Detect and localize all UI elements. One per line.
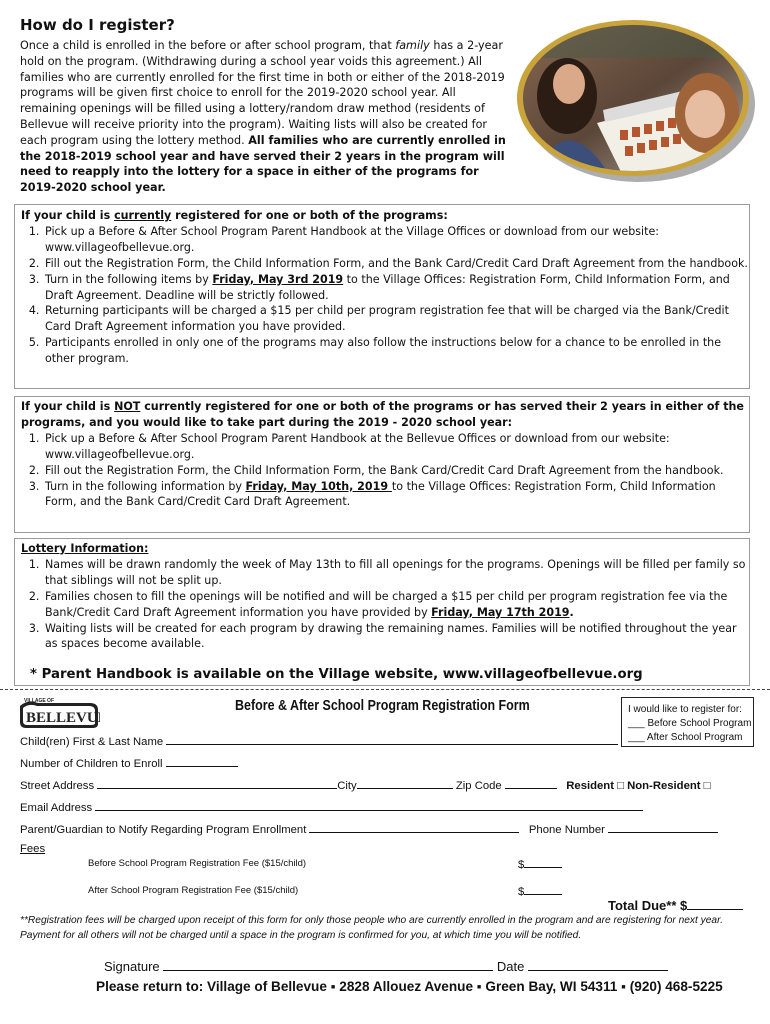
phone-label: Phone Number [528, 824, 605, 836]
section3-heading [21, 541, 749, 557]
signature-label: Signature [104, 959, 160, 974]
register-for-box [621, 697, 754, 747]
section3-heading-text: Lottery Information: [21, 542, 149, 555]
date-label: Date [496, 959, 525, 974]
child-name-field[interactable] [166, 733, 618, 745]
section1-item-1: 1. Pick up a Before & After School Program Parent Handbook at the Village Offices or download from our website: www.villageofbellevue.org. [43, 224, 749, 256]
section3-item-1: 1. Names will be drawn randomly the week of May 13th to fill all openings for the programs. Openings will be filled per family so that siblings will not be split up. [43, 557, 749, 589]
total-due-row [608, 897, 743, 913]
logo-small-text: VILLAGE OF [24, 698, 54, 704]
before-fee-amount [518, 856, 562, 871]
total-due-label: Total Due** $ [608, 898, 688, 913]
resident-checkbox[interactable]: □ [617, 780, 624, 792]
section1-heading-a: If your child is [21, 209, 115, 222]
return-address: Please return to: Village of Bellevue ▪ 2828 Allouez Avenue ▪ Green Bay, WI 54311 ▪ (920) 468-5225 [96, 979, 723, 994]
intro-family-word: family [395, 39, 430, 52]
section1-item-3b: to the Village Offices: Registration Form, Child Information Form, and Draft Agreement. Deadline will be strictly followed. [45, 272, 730, 302]
num-children-row [20, 755, 238, 770]
section1-item-2: 2. Fill out the Registration Form, the Child Information Form, and the Bank Card/Credit Card Draft Agreement from the handbook. [43, 256, 749, 272]
before-fee-dollar: $ [518, 859, 525, 871]
signature-row [104, 958, 668, 974]
section2-item-3b: to the Village Offices: Registration Form, Child Information Form, and the Bank Card/Credit Card Draft Agreement. [45, 479, 716, 509]
section1-item-3 [43, 272, 749, 304]
address-row [20, 777, 711, 792]
section1-heading [21, 208, 749, 224]
fees-note-line1: **Registration fees will be charged upon receipt of this form for only those people who are currently enrolled in the program and are registering for next year. [20, 915, 723, 926]
after-fee-field[interactable] [524, 883, 562, 895]
section1-list [21, 224, 749, 367]
section3-item-2 [43, 589, 749, 621]
child-name-row [20, 733, 618, 748]
children-photo [515, 18, 757, 183]
section2-item-3 [43, 479, 749, 511]
email-row [20, 799, 643, 814]
date-field[interactable] [528, 958, 668, 971]
before-fee-label: Before School Program Registration Fee ($15/child) [88, 858, 307, 869]
logo-big-text: BELLEVUE [26, 710, 100, 726]
bellevue-logo [18, 696, 100, 730]
section2-item-2: 2. Fill out the Registration Form, the Child Information Form, the Bank Card/Credit Card Draft Agreement from the handbook. [43, 463, 749, 479]
child-name-label: Child(ren) First & Last Name [20, 736, 164, 748]
zip-label: Zip Code [455, 780, 502, 792]
parent-field[interactable] [309, 821, 519, 833]
section2-heading-underlined: NOT [114, 400, 141, 413]
street-label: Street Address [20, 780, 95, 792]
fees-note-line2: Payment for all others will not be charged until a space in the program is confirmed for you, at which time you will be notified. [20, 930, 582, 941]
section3-list [21, 557, 749, 652]
resident-label: Resident [566, 780, 614, 792]
after-fee-label: After School Program Registration Fee ($15/child) [88, 885, 299, 896]
handbook-note: * Parent Handbook is available on the Village website, www.villageofbellevue.org [30, 667, 643, 682]
signature-field[interactable] [163, 958, 493, 971]
register-for-label: I would like to register for: [628, 704, 742, 715]
page-title: How do I register? [20, 16, 175, 34]
fees-label: Fees [20, 843, 46, 855]
section1-item-3a: Turn in the following items by [45, 272, 213, 286]
section3-item-3: 3. Waiting lists will be created for each program by drawing the remaining names. Families will be notified throughout the year as spaces become available. [43, 621, 749, 653]
fees-note [20, 913, 755, 943]
num-children-label: Number of Children to Enroll [20, 758, 163, 770]
after-fee-amount [518, 883, 562, 898]
fees-row [20, 843, 45, 855]
section1-deadline: Friday, May 3rd 2019 [212, 272, 344, 286]
intro-bold-text: All families who are currently enrolled in the 2018-2019 school year and have served their 2 years in the program will need to reapply into the lottery for a space in either of the programs for 2019-2020 school year. [20, 133, 506, 195]
intro-paragraph [20, 38, 508, 196]
section2-heading [21, 399, 749, 431]
section2-deadline: Friday, May 10th, 2019 [245, 479, 392, 493]
intro-text-a: Once a child is enrolled in the before or after school program, that [20, 39, 396, 52]
parent-label: Parent/Guardian to Notify Regarding Program Enrollment [20, 824, 307, 836]
street-field[interactable] [97, 777, 337, 789]
section2-item-1: 1. Pick up a Before & After School Program Parent Handbook at the Bellevue Offices or download from our website: www.villageofbellevue.org. [43, 431, 749, 463]
section2-heading-a: If your child is [21, 400, 115, 413]
section1-item-5: 5. Participants enrolled in only one of the programs may also follow the instructions below for a chance to be enrolled in the other program. [43, 335, 749, 367]
email-field[interactable] [95, 799, 643, 811]
nonresident-label: Non-Resident [627, 780, 701, 792]
section2-list [21, 431, 749, 511]
lottery-section [14, 538, 750, 686]
section3-deadline: Friday, May 17th 2019 [431, 605, 570, 619]
section1-item-4: 4. Returning participants will be charged a $15 per child per program registration fee that will be charged via the Bank/Credit Card Draft Agreement information you have provided. [43, 303, 749, 335]
section2-heading-b: currently registered for one or both of the programs or has served their 2 years in either of the programs, and you would like to take part during the 2019 - 2020 school year: [21, 400, 744, 429]
city-field[interactable] [357, 777, 453, 789]
email-label: Email Address [20, 802, 93, 814]
not-registered-section [14, 396, 750, 533]
cut-line [0, 689, 770, 690]
form-title: Before & After School Program Registration Form [235, 698, 530, 714]
nonresident-checkbox[interactable]: □ [703, 780, 711, 792]
num-children-field[interactable] [166, 755, 238, 767]
after-school-option[interactable]: ___ After School Program [628, 732, 743, 743]
phone-field[interactable] [608, 821, 718, 833]
section1-heading-underlined: currently [114, 209, 172, 222]
section3-item-2b: . [569, 605, 574, 619]
after-fee-dollar: $ [518, 886, 525, 898]
parent-row [20, 821, 718, 836]
section2-item-3a: Turn in the following information by [45, 479, 246, 493]
before-school-option[interactable]: ___ Before School Program [628, 718, 752, 729]
currently-registered-section [14, 204, 750, 389]
intro-text-b: has a 2-year hold on the program. (Withdrawing during a school year voids this agreement.) All families who are currently enrolled for the first time in both or either of the 2018-2019 programs will be given first choice to enroll for the 2019-2020 school year. All remaining openings will be filled using a lottery/random draw method (residents of Bellevue will receive priority into the program). Waiting lists will also be created for each program using the lottery method. [20, 39, 505, 147]
zip-field[interactable] [505, 777, 557, 789]
section3-item-2a: Families chosen to fill the openings will be notified and will be charged a $15 per child per program registration fee via the Bank/Credit Card Draft Agreement information you have provided by [45, 589, 728, 619]
city-label: City [337, 780, 357, 792]
total-due-field[interactable] [687, 897, 743, 910]
before-fee-field[interactable] [524, 856, 562, 868]
section1-heading-b: registered for one or both of the programs: [171, 209, 448, 222]
